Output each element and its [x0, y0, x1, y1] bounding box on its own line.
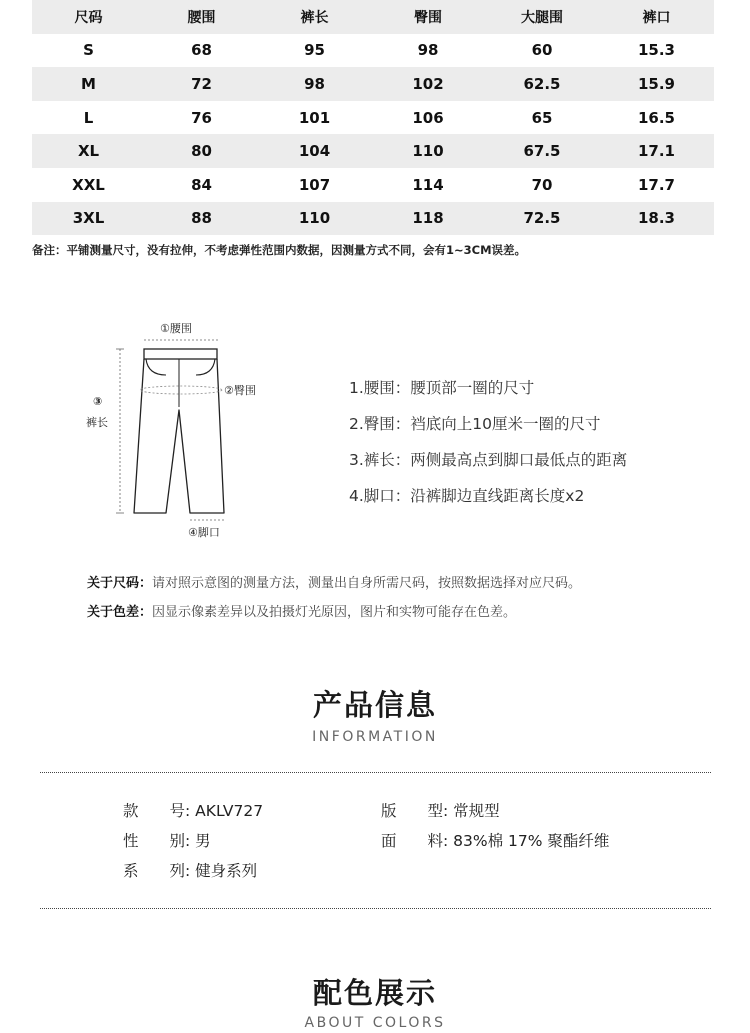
gender-value: 男	[195, 832, 211, 850]
table-cell: 95	[304, 41, 325, 60]
table-row	[32, 67, 714, 101]
table-cell: 65	[531, 108, 553, 127]
table-cell: S	[83, 41, 94, 60]
fit-value: 常规型	[453, 802, 500, 820]
definition-item: 1.腰围：腰顶部一圈的尺寸	[349, 379, 535, 397]
table-cell: 68	[191, 41, 212, 60]
table-row	[32, 202, 714, 236]
measurement-note: 备注：平铺测量尺寸，没有拉伸，不考虑弹性范围内数据，因测量方式不同，会有1~3CM误差。	[32, 243, 527, 257]
table-cell: L	[83, 108, 94, 127]
column-header: 大腿围	[521, 9, 563, 26]
table-cell: 98	[417, 41, 439, 60]
fabric-label: 面 料:	[381, 832, 449, 850]
table-cell: 80	[191, 142, 212, 161]
table-cell: 18.3	[637, 209, 675, 228]
gender-label: 性 别:	[123, 832, 191, 850]
colors-subtitle: ABOUT COLORS	[304, 1015, 446, 1031]
table-cell: 98	[304, 74, 325, 93]
pants-measurement-diagram	[78, 315, 278, 545]
about-color	[87, 601, 516, 620]
table-cell: 114	[412, 175, 444, 194]
table-cell: 3XL	[72, 209, 105, 228]
table-row	[32, 101, 714, 135]
table-cell: 88	[191, 209, 212, 228]
length-number: ③	[93, 395, 103, 408]
colors-title: 配色展示	[312, 976, 437, 1010]
table-cell: 104	[298, 142, 331, 161]
column-header: 裤长	[300, 9, 329, 26]
table-cell: 60	[531, 41, 553, 60]
fit-label: 版 型:	[381, 802, 449, 820]
about-size-text: 请对照示意图的测量方法，测量出自身所需尺码，按照数据选择对应尺码。	[152, 576, 582, 591]
product-info-title: 产品信息	[312, 688, 437, 722]
table-cell: 101	[298, 108, 331, 127]
divider	[40, 908, 711, 909]
about-size	[87, 572, 581, 591]
table-cell: 72.5	[523, 209, 561, 228]
table-cell: 110	[412, 142, 444, 161]
product-info-subtitle: INFORMATION	[312, 729, 438, 745]
definition-item: 3.裤长：两侧最高点到脚口最低点的距离	[349, 451, 628, 469]
table-row	[32, 34, 714, 68]
hem-label: ④脚口	[188, 526, 220, 539]
table-cell: 118	[412, 209, 444, 228]
gender-row	[123, 829, 211, 851]
model-label: 款 号:	[123, 802, 191, 820]
model-row	[123, 799, 263, 821]
table-cell: 67.5	[523, 142, 561, 161]
table-cell: XL	[77, 142, 100, 161]
table-cell: 84	[191, 175, 212, 194]
model-value: AKLV727	[195, 802, 264, 820]
table-row	[32, 168, 714, 202]
fabric-value: 83%棉 17% 聚酯纤维	[453, 832, 610, 850]
measurement-definitions	[349, 375, 627, 519]
table-cell: 107	[298, 175, 331, 194]
column-header: 臀围	[414, 9, 442, 26]
series-value: 健身系列	[195, 862, 258, 880]
table-cell: M	[81, 74, 96, 93]
table-cell: 15.3	[637, 41, 675, 60]
column-header: 腰围	[187, 9, 216, 26]
table-cell: 70	[531, 175, 553, 194]
about-color-label: 关于色差：	[87, 605, 153, 620]
table-cell: 102	[412, 74, 444, 93]
length-label: 裤长	[86, 416, 108, 429]
table-cell: 15.9	[637, 74, 675, 93]
about-color-text: 因显示像素差异以及拍摄灯光原因，图片和实物可能存在色差。	[152, 605, 517, 620]
fit-row	[381, 799, 500, 821]
table-row	[32, 134, 714, 168]
column-header: 尺码	[74, 9, 103, 26]
table-cell: XXL	[72, 175, 105, 194]
series-row	[123, 859, 257, 881]
definition-item: 2.臀围：裆底向上10厘米一圈的尺寸	[349, 415, 601, 433]
table-cell: 106	[412, 108, 444, 127]
series-label: 系 列:	[123, 862, 191, 880]
about-size-label: 关于尺码：	[87, 576, 153, 591]
table-cell: 72	[191, 74, 212, 93]
waist-label: ①腰围	[160, 322, 192, 335]
table-cell: 62.5	[523, 74, 561, 93]
table-cell: 17.1	[637, 142, 675, 161]
table-cell: 110	[298, 209, 331, 228]
pants-outline-icon	[78, 315, 278, 545]
size-table	[32, 0, 714, 235]
fabric-row	[381, 829, 609, 851]
hip-label: ②臀围	[224, 384, 256, 397]
table-cell: 17.7	[637, 175, 675, 194]
table-header-row	[32, 0, 714, 34]
divider	[40, 772, 711, 773]
column-header: 裤口	[642, 9, 671, 26]
definition-item: 4.脚口：沿裤脚边直线距离长度x2	[349, 487, 585, 505]
table-cell: 76	[191, 108, 212, 127]
table-cell: 16.5	[637, 108, 675, 127]
